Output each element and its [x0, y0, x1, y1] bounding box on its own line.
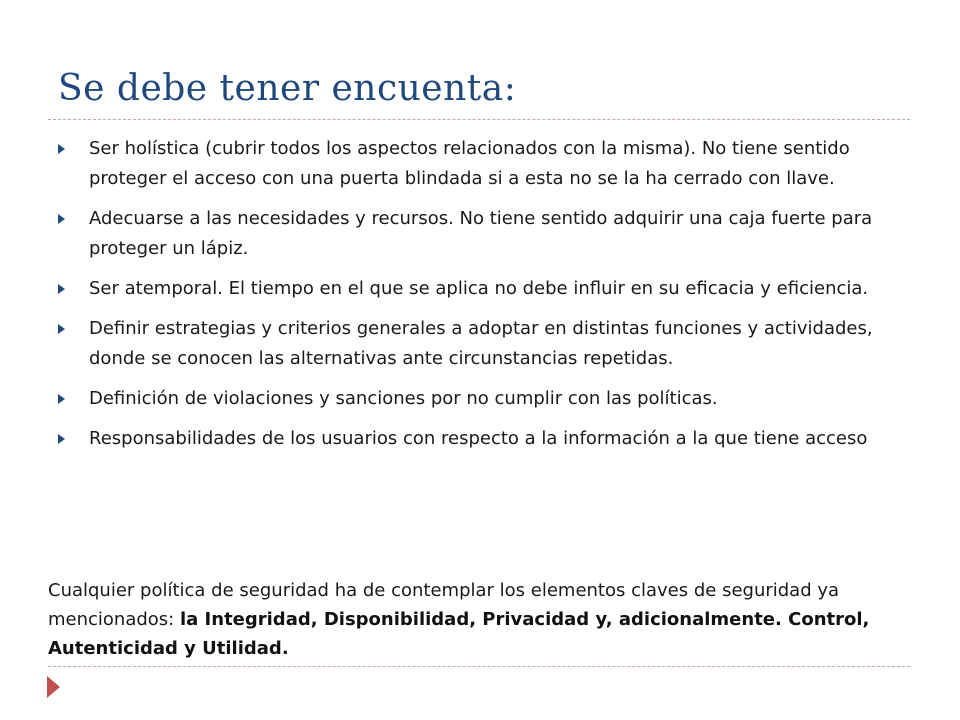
slide-title: Se debe tener encuenta:	[58, 68, 517, 109]
bullet-list	[58, 134, 908, 464]
triangle-bullet-icon	[58, 394, 65, 404]
closing-paragraph	[48, 576, 898, 663]
bullet-text: Definir estrategias y criterios generales a adoptar en distintas funciones y actividades, donde se conocen las alternativas ante circunstancias repetidas.	[89, 318, 873, 369]
triangle-bullet-icon	[58, 434, 65, 444]
footer-divider	[48, 666, 910, 667]
bullet-text: Ser atemporal. El tiempo en el que se aplica no debe influir en su eficacia y eficiencia.	[89, 278, 869, 299]
bullet-item	[58, 384, 908, 414]
bullet-item	[58, 314, 908, 374]
bullet-item	[58, 134, 908, 194]
bullet-item	[58, 424, 908, 454]
bullet-text: Ser holística (cubrir todos los aspectos relacionados con la misma). No tiene sentido proteger el acceso con una puerta blindada si a esta no se la ha cerrado con llave.	[89, 138, 850, 189]
triangle-bullet-icon	[58, 324, 65, 334]
triangle-bullet-icon	[58, 214, 65, 224]
bullet-text: Definición de violaciones y sanciones por no cumplir con las políticas.	[89, 388, 718, 409]
bullet-item	[58, 204, 908, 264]
triangle-footer-icon	[47, 676, 60, 698]
triangle-bullet-icon	[58, 284, 65, 294]
title-divider	[48, 119, 910, 120]
closing-text: Cualquier política de seguridad ha de contemplar los elementos claves de seguridad ya mencionados:	[48, 580, 840, 630]
bullet-item	[58, 274, 908, 304]
bullet-text: Adecuarse a las necesidades y recursos. No tiene sentido adquirir una caja fuerte para proteger un lápiz.	[89, 208, 873, 259]
closing-key-elements: la Integridad, Disponibilidad, Privacidad y, adicionalmente. Control, Autenticidad y Utilidad.	[48, 609, 870, 659]
triangle-bullet-icon	[58, 144, 65, 154]
bullet-text: Responsabilidades de los usuarios con respecto a la información a la que tiene acceso	[89, 428, 868, 449]
